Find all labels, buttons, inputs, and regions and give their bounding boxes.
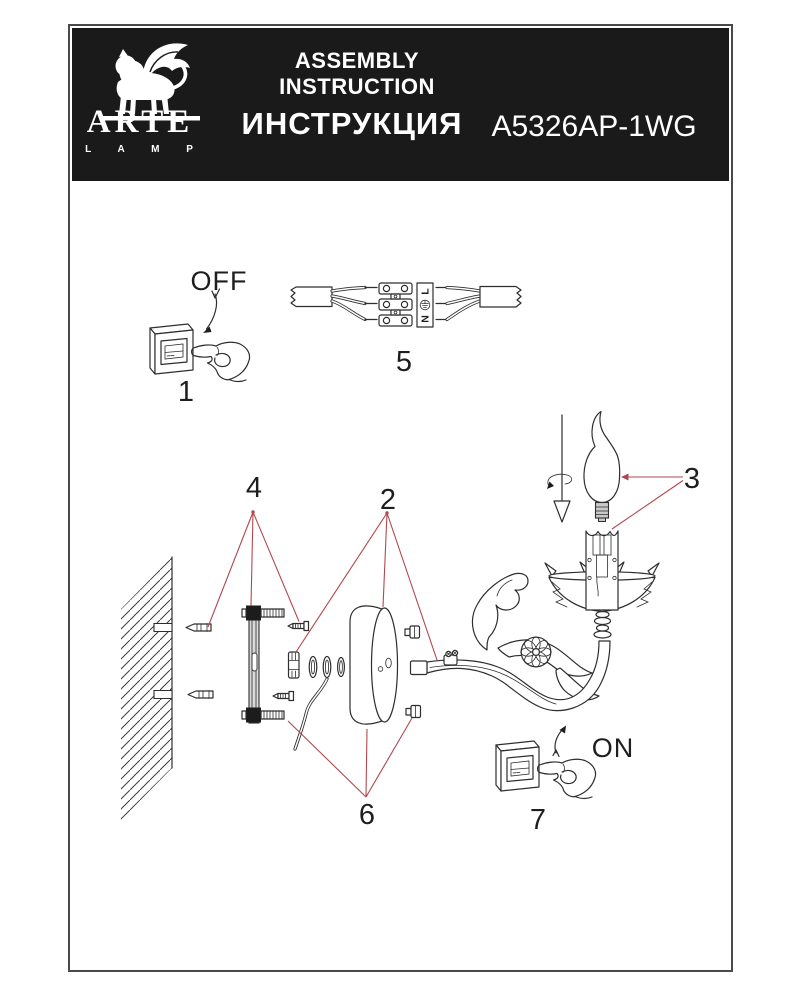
screw-in-arrow-icon	[547, 415, 572, 522]
brand-subname: L A M P	[85, 144, 205, 155]
instruction-title-ru: ИНСТРУКЦИЯ	[241, 106, 463, 141]
bracket-end-bottom	[246, 708, 261, 723]
step7-number: 7	[529, 804, 547, 836]
model-code: A5326AP-1WG	[491, 110, 697, 143]
bulb-contact	[599, 518, 606, 522]
wall-hatching	[121, 557, 172, 820]
cap-nut-bottom	[406, 706, 421, 718]
sconce-arm-assembly	[411, 531, 660, 711]
wiring-step	[291, 283, 521, 378]
mounting-screw-bottom	[273, 692, 294, 701]
wall-hole-top	[154, 624, 172, 632]
wall-hole-bottom	[154, 691, 172, 699]
mounting-bracket	[242, 606, 284, 724]
candle-bulb	[584, 412, 620, 522]
step4-number: 4	[245, 472, 263, 504]
terminal-neutral-label: N	[419, 315, 432, 323]
mains-cable-right	[480, 287, 521, 308]
ground-wire	[295, 679, 327, 749]
wire-clamp	[444, 650, 458, 665]
washer	[309, 657, 317, 678]
bulb-screw-base	[596, 503, 609, 519]
leader-lines-step6	[288, 718, 412, 797]
off-label: OFF	[190, 266, 248, 296]
light-switch-off	[150, 324, 250, 381]
cable-wires-left	[332, 288, 377, 320]
bracket-stud-bottom	[261, 711, 284, 719]
lock-nut	[289, 652, 300, 678]
cup-stem	[594, 612, 611, 639]
light-switch-on	[496, 741, 596, 798]
bracket-end-top	[246, 606, 261, 621]
washer	[323, 657, 331, 678]
brand-name: ARTE	[86, 104, 194, 140]
step2-number: 2	[379, 484, 397, 516]
cap-nut-top	[405, 626, 420, 638]
step1-number: 1	[177, 376, 195, 408]
mounting-screw-top	[288, 622, 309, 631]
assembly-instruction-title: ASSEMBLY INSTRUCTION	[279, 48, 435, 99]
terminal-live-label: L	[419, 288, 432, 295]
leader-lines	[208, 472, 683, 831]
terminal-block	[379, 283, 433, 327]
power-off-step	[150, 266, 250, 408]
canopy	[350, 606, 398, 724]
flower-rosette	[521, 637, 551, 667]
lamp-socket	[586, 531, 618, 610]
arm-connector	[411, 661, 428, 675]
step5-number: 5	[395, 346, 413, 378]
washer	[338, 658, 345, 677]
bracket-stud-top	[261, 609, 284, 617]
mains-cable-left	[291, 287, 332, 307]
flip-up-arrow-icon	[553, 726, 566, 757]
bulb-step	[547, 412, 700, 523]
cable-wires-right	[436, 288, 480, 320]
on-label: ON	[591, 733, 635, 763]
leader-lines-step3	[612, 474, 683, 530]
step6-number: 6	[358, 799, 376, 831]
step3-number: 3	[683, 463, 701, 495]
hatched-wall	[121, 557, 172, 820]
power-on-step	[496, 726, 634, 837]
